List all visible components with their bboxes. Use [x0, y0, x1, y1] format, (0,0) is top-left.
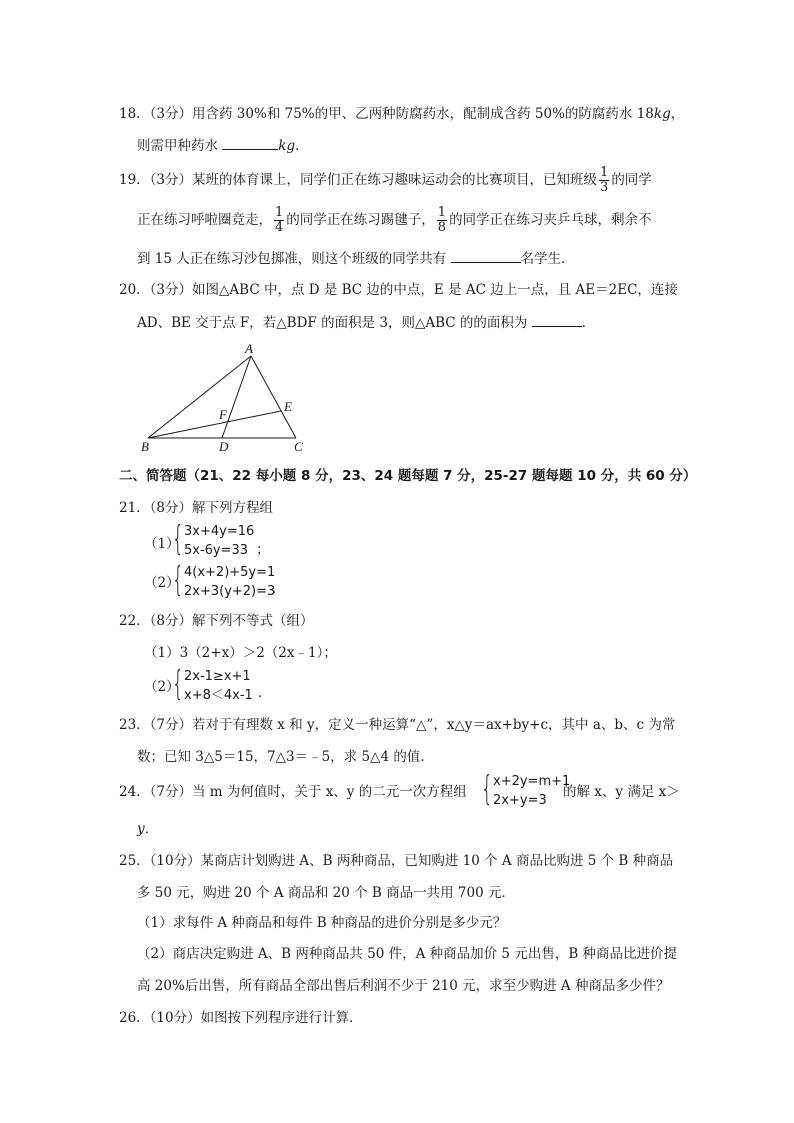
- q20-answer-blank[interactable]: [532, 312, 582, 327]
- q20-text: 20．（3分）如图△ABC 中，点 D 是 BC 边的中点，E 是 AC 边上一点，且 AE＝2EC，连接: [119, 282, 678, 298]
- q25-text4: （2）商店决定购进 A、B 两种商品共 50 件，A 种商品加价 5 元出售，B 种商品比进价提: [137, 946, 678, 962]
- q22-part1: [144, 644, 337, 662]
- q19-line2: [137, 206, 652, 235]
- frac-den: 3: [600, 180, 609, 195]
- brace-icon: {: [172, 519, 184, 559]
- q23-text: 23．（7分）若对于有理数 x 和 y，定义一种运算“△”，x△y＝ax+by+c，其中 a、b、c 为常: [119, 717, 676, 733]
- inequality-2: x+8＜4x-1: [184, 688, 253, 703]
- q19-text2-post: 的同学正在练习夹乒乓球，剩余不: [449, 212, 652, 228]
- q26-line1: [119, 1009, 363, 1027]
- q25-line5: [137, 977, 669, 995]
- frac-num: 1: [600, 165, 609, 180]
- equation-1: 4(x+2)+5y=1: [184, 565, 276, 580]
- q18-unit2: kg: [278, 138, 296, 154]
- frac-num: 1: [437, 205, 447, 220]
- q18-answer-blank[interactable]: [222, 135, 278, 150]
- section-2-text: 二、简答题（21、22 每小题 8 分，23、24 题每题 7 分，25-27 题每题 10 分，共 60 分）: [119, 468, 697, 484]
- q23-text2: 数；已知 3△5＝15，7△3＝﹣5，求 5△4 的值．: [137, 749, 434, 765]
- q20-text2: AD、BE 交于点 F，若△BDF 的面积是 3，则△ABC 的的面积为: [137, 315, 532, 331]
- q20-punct: ．: [581, 315, 596, 331]
- q22-system: [172, 664, 302, 709]
- q18-text: 18．（3分）用含药 30%和 75%的甲、乙两种防腐药水，配制成含药 50%的防腐药水 18: [119, 106, 654, 122]
- q18-line2: [137, 135, 309, 155]
- q19-text-post: 的同学: [611, 172, 652, 188]
- frac-den: 4: [275, 220, 284, 235]
- section-2-heading: [119, 467, 696, 485]
- label-f: F: [219, 407, 227, 422]
- q22-title: [119, 612, 314, 630]
- q22-p2-punct: ．: [258, 685, 272, 701]
- label-d: D: [219, 439, 229, 454]
- label-e: E: [284, 399, 292, 414]
- segment-ac: [251, 356, 296, 438]
- brace-icon: {: [481, 769, 493, 809]
- q19-text: 19．（3分）某班的体育课上，同学们正在练习趣味运动会的比赛项目，已知班级: [119, 172, 598, 188]
- q21-system-2: [172, 560, 312, 605]
- q25-line1: [119, 852, 673, 870]
- brace-icon: {: [172, 664, 184, 704]
- q25-text: 25．（10分）某商店计划购进 A、B 两种商品，已知购进 10 个 A 商品比购进 5 个 B 种商品: [119, 853, 674, 869]
- frac-num: 1: [275, 205, 284, 220]
- q19-line1: [119, 166, 652, 195]
- q21-p1-label: （1）: [144, 536, 180, 552]
- q19-text2: 正在练习呼啦圈竞走，: [137, 212, 272, 228]
- q21-system-1: [172, 519, 292, 564]
- equation-2: 5x-6y=33: [184, 543, 249, 558]
- q19-answer-blank[interactable]: [451, 248, 521, 263]
- segment-be: [148, 411, 281, 438]
- q19-fraction-3: [437, 206, 447, 235]
- q20-line2: [137, 312, 595, 332]
- q22-text: 22．（8分）解下列不等式（组）: [119, 613, 314, 629]
- q23-line1: [119, 716, 675, 734]
- q24-text: 24．（7分）当 m 为何值时，关于 x、y 的二元一次方程组: [119, 784, 467, 800]
- triangle-figure: [130, 336, 320, 458]
- q21-text: 21．（8分）解下列方程组: [119, 500, 274, 516]
- q19-fraction-2: [274, 206, 284, 235]
- q19-fraction-1: [599, 166, 609, 195]
- q18-text2: 则需甲种药水: [137, 138, 223, 154]
- q19-text3: 到 15 人正在练习沙包掷准，则这个班级的同学共有: [137, 251, 451, 267]
- inequality-1: 2x-1≥x+1: [184, 669, 251, 684]
- q21-p2-punct: ．: [272, 581, 286, 597]
- system-rows: [184, 667, 253, 705]
- q24-line2: [137, 820, 158, 838]
- q18-unit: kg: [653, 106, 671, 122]
- q25-text3: （1）求每件 A 种商品和每件 B 种商品的进价分别是多少元？: [137, 915, 507, 931]
- q24-line1-post: [563, 783, 680, 801]
- q25-text2: 多 50 元，购进 20 个 A 商品和 20 个 B 商品一共用 700 元．: [137, 885, 515, 901]
- q18-line1: [119, 105, 684, 123]
- q21-title: [119, 499, 273, 517]
- q22-p1-text: （1）3（2+x）＞2（2x﹣1）；: [144, 645, 337, 661]
- brace-icon: {: [172, 560, 184, 600]
- q24-text2: y．: [137, 821, 159, 837]
- q20-line1: [119, 281, 678, 299]
- q18-punct: ，: [670, 106, 685, 122]
- label-a: A: [245, 341, 253, 356]
- frac-den: 8: [437, 220, 447, 235]
- segment-ad: [222, 356, 251, 438]
- system-rows: [184, 563, 275, 601]
- q25-line4: [137, 945, 677, 963]
- q23-line2: [137, 748, 434, 766]
- q25-text5: 高 20%后出售，所有商品全部出售后利润不少于 210 元，求至少购进 A 种商品多少件？: [137, 978, 670, 994]
- q21-p1-punct: ；: [256, 542, 270, 558]
- system-rows: [493, 772, 570, 810]
- q21-p2-label: （2）: [144, 575, 180, 591]
- q24-text-post: 的解 x、y 满足 x＞: [563, 784, 680, 800]
- q19-text2-mid: 的同学正在练习踢毽子，: [286, 212, 435, 228]
- system-rows: [184, 522, 254, 560]
- label-c: C: [294, 439, 303, 454]
- equation-1: x+2y=m+1: [493, 774, 571, 789]
- q19-text3-post: 名学生．: [520, 251, 575, 267]
- q24-line1-pre: [119, 783, 467, 801]
- q26-text: 26．（10分）如图按下列程序进行计算．: [119, 1010, 363, 1026]
- q18-punct2: ．: [295, 138, 309, 154]
- equation-2: 2x+y=3: [493, 793, 547, 808]
- equation-1: 3x+4y=16: [184, 524, 255, 539]
- q22-p2-label: （2）: [144, 679, 180, 695]
- equation-2: 2x+3(y+2)=3: [184, 584, 276, 599]
- q19-line3: [137, 248, 575, 268]
- q25-line3: [137, 914, 506, 932]
- q25-line2: [137, 884, 515, 902]
- label-b: B: [141, 439, 149, 454]
- segment-ab: [148, 356, 251, 438]
